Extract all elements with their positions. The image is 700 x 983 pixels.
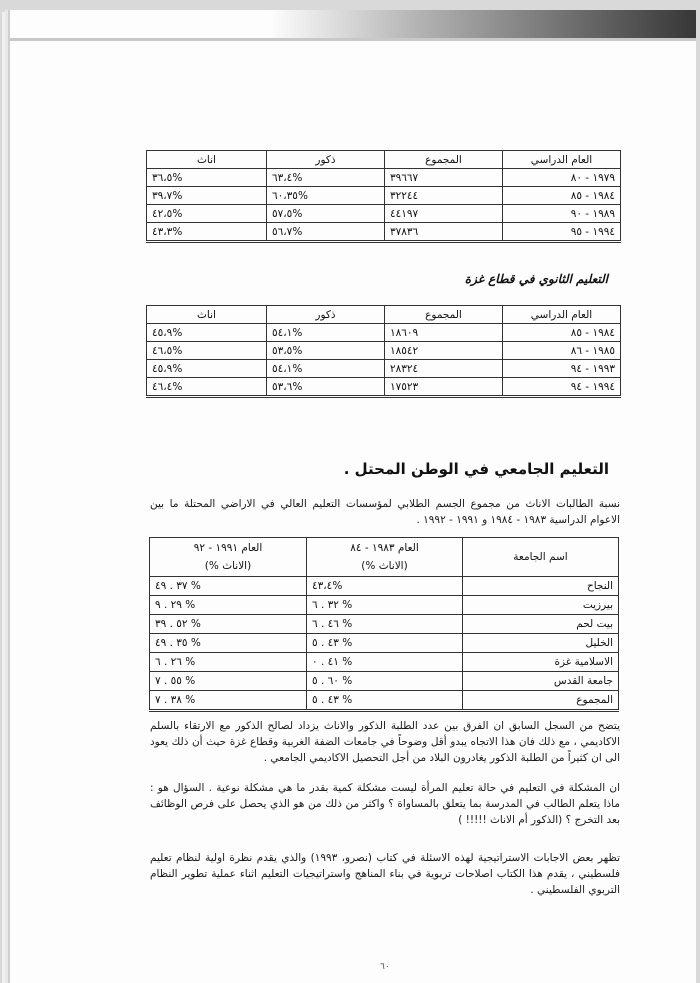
table-cell: %٣٦،٥: [147, 169, 267, 187]
table-header-row: [147, 306, 621, 324]
table-cell: الاسلامية غزة: [463, 653, 619, 672]
enrollment-table-1: [146, 150, 621, 243]
table-cell: جامعة القدس: [463, 672, 619, 691]
table-row: [150, 596, 619, 615]
table-cell: ١٩٨٤ - ٨٥: [503, 187, 621, 205]
table-cell: %٤٢،٥: [147, 205, 267, 223]
table-cell: %٥٧،٥: [267, 205, 385, 223]
table-cell: ١٩٨٤ - ٨٥: [503, 324, 621, 342]
table-cell: % ٤١ . ٠: [307, 653, 463, 672]
table-row: [147, 223, 621, 242]
table-header: اناث: [147, 306, 267, 324]
header-year2-label: العام ١٩٩١ - ٩٢: [193, 542, 263, 554]
table-header: ذكور: [267, 151, 385, 169]
table-row-total: [150, 691, 619, 711]
university-education-heading: التعليم الجامعي في الوطن المحتل .: [343, 460, 609, 478]
table-cell: ١٨٦٠٩: [385, 324, 503, 342]
table-cell: %٥٤،١: [267, 324, 385, 342]
table-cell: %٤٦،٥: [147, 342, 267, 360]
header-year1-sub: (الاناث %): [361, 560, 408, 572]
table-header: العام الدراسي: [503, 151, 621, 169]
intro-paragraph: نسبة الطالبات الاناث من مجموع الجسم الطلابي لمؤسسات التعليم العالي في الاراضي المحتلة ما بين الاعوام الدراسية ١٩٨٣ - ١٩٨٤ و ١٩٩١ - ١٩٩٢ .: [150, 498, 620, 526]
table-cell: ٢٨٣٢٤: [385, 360, 503, 378]
table-cell: % ٤٣ . ٥: [307, 691, 463, 711]
table-header: العام الدراسي: [503, 306, 621, 324]
table-row: [150, 634, 619, 653]
secondary-education-heading: التعليم الثانوي في قطاع غزة: [464, 272, 608, 286]
table-cell: %٤٣،٣: [147, 223, 267, 242]
table-cell: % ٥٥ . ٧: [150, 672, 307, 691]
table-cell: بيت لحم: [463, 615, 619, 634]
table-cell: % ٤٣ . ٥: [307, 634, 463, 653]
paragraph-3: تظهر بعض الاجابات الاستراتيجية لهذه الاسئلة في كتاب (نصرو، ١٩٩٣) والذي يقدم نظرة اولية لنظام تعليم فلسطيني ، يقدم هذا الكتاب اصلاحات تربوية في بناء المناهج واستراتيجيات التعليم اثناء عملية تطوير النظام التربوي الفلسطيني .: [150, 852, 621, 896]
table-cell: ١٨٥٤٢: [385, 342, 503, 360]
table-cell: ١٩٧٩ - ٨٠: [503, 169, 621, 187]
table-row: [150, 653, 619, 672]
table-row: [147, 342, 621, 360]
table-cell: ١٩٩٤ - ٩٥: [503, 223, 621, 242]
table-cell: % ٢٩ . ٩: [150, 596, 307, 615]
table-cell: %٥٣،٥: [267, 342, 385, 360]
table-cell: بيرزيت: [463, 596, 619, 615]
table-row: [150, 577, 619, 596]
header-year2-sub: (الاناث %): [204, 560, 252, 572]
table-row: [147, 324, 621, 342]
table-header-year1: [307, 538, 463, 577]
table-cell: % ٥٢ . ٣٩: [150, 615, 307, 634]
table-header: المجموع: [385, 306, 503, 324]
table-cell: %٣٩،٧: [147, 187, 267, 205]
table-cell: % ٤٦ . ٦: [307, 615, 463, 634]
table-cell: ٤٤١٩٧: [385, 205, 503, 223]
table-row: [147, 360, 621, 378]
table-cell: % ٣٨ . ٧: [150, 691, 307, 711]
table-header: اناث: [147, 151, 267, 169]
page-number: ٦٠: [380, 962, 390, 972]
document-page: [10, 10, 696, 983]
table-cell: %٤٥،٩: [147, 324, 267, 342]
table-cell: % ٣٥ . ٤٩: [150, 634, 307, 653]
table-cell: %٦٠،٣٥: [267, 187, 385, 205]
table-row: [147, 169, 621, 187]
scan-shadow: [270, 10, 696, 40]
table-cell: الخليل: [463, 634, 619, 653]
table-cell: % ٦٠ . ٥: [307, 672, 463, 691]
table-cell: %٦٣،٤: [267, 169, 385, 187]
paper-edge: [10, 38, 696, 41]
table-cell: ١٩٨٩ - ٩٠: [503, 205, 621, 223]
table-cell: ١٩٨٥ - ٨٦: [503, 342, 621, 360]
table-cell: %٤٦،٤: [147, 378, 267, 397]
table-header: ذكور: [267, 306, 385, 324]
paragraph-1: يتضح من السجل السابق ان الفرق بين عدد الطلبة الذكور والاناث يزداد لصالح الذكور مع الارتقاء بالسلم الاكاديمي ، مع ذلك فان هذا الاتجاه يبدو أقل وضوحاً في جامعات الضفة الغربية وقطاع غزة حيث أن ذلك يعود الى ان كثيراً من الطلبة الذكور يغادرون البلاد من أجل التحصيل الاكاديمي الجامعي .: [150, 720, 620, 764]
table-row: [147, 205, 621, 223]
table-cell: ٣٢٢٤٤: [385, 187, 503, 205]
table-cell: %٥٦،٧: [267, 223, 385, 242]
university-table: [149, 537, 619, 712]
table-header-row: [147, 151, 621, 169]
header-year1-label: العام ١٩٨٣ - ٨٤: [350, 542, 419, 554]
table-cell: % ٣٢ . ٦: [307, 596, 463, 615]
table-cell: ١٩٩٣ - ٩٤: [503, 360, 621, 378]
table-header-year2: [150, 538, 307, 577]
table-cell: %٥٣،٦: [267, 378, 385, 397]
table-cell: %٥٤،١: [267, 360, 385, 378]
table-header-university: اسم الجامعة: [463, 538, 619, 577]
table-cell: % ٢٦ . ٦: [150, 653, 307, 672]
table-cell: المجموع: [463, 691, 619, 711]
paragraph-2: ان المشكلة في التعليم في حالة تعليم المرأة ليست مشكلة كمية بقدر ما هي مشكلة نوعية . السؤال هو : ماذا يتعلم الطالب في المدرسة بما يتعلق بالمساواة ؟ واكثر من ذلك من هو الذي يحصل على فرص الوظائف بعد التخرج ؟ (الذكور أم الاناث !!!!! ): [150, 782, 620, 826]
table-header: المجموع: [385, 151, 503, 169]
table-cell: %٤٣،٤: [307, 577, 463, 596]
table-cell: % ٣٧ . ٤٩: [150, 577, 307, 596]
table-cell: ٣٩٦٦٧: [385, 169, 503, 187]
table-cell: النجاح: [463, 577, 619, 596]
enrollment-table-2: [146, 305, 621, 398]
table-cell: %٤٥،٩: [147, 360, 267, 378]
table-cell: ١٧٥٢٣: [385, 378, 503, 397]
table-cell: ١٩٩٤ - ٩٤: [503, 378, 621, 397]
table-cell: ٣٧٨٣٦: [385, 223, 503, 242]
table-row: [150, 672, 619, 691]
table-header-row: [150, 538, 619, 577]
table-row: [147, 378, 621, 397]
table-row: [150, 615, 619, 634]
table-row: [147, 187, 621, 205]
